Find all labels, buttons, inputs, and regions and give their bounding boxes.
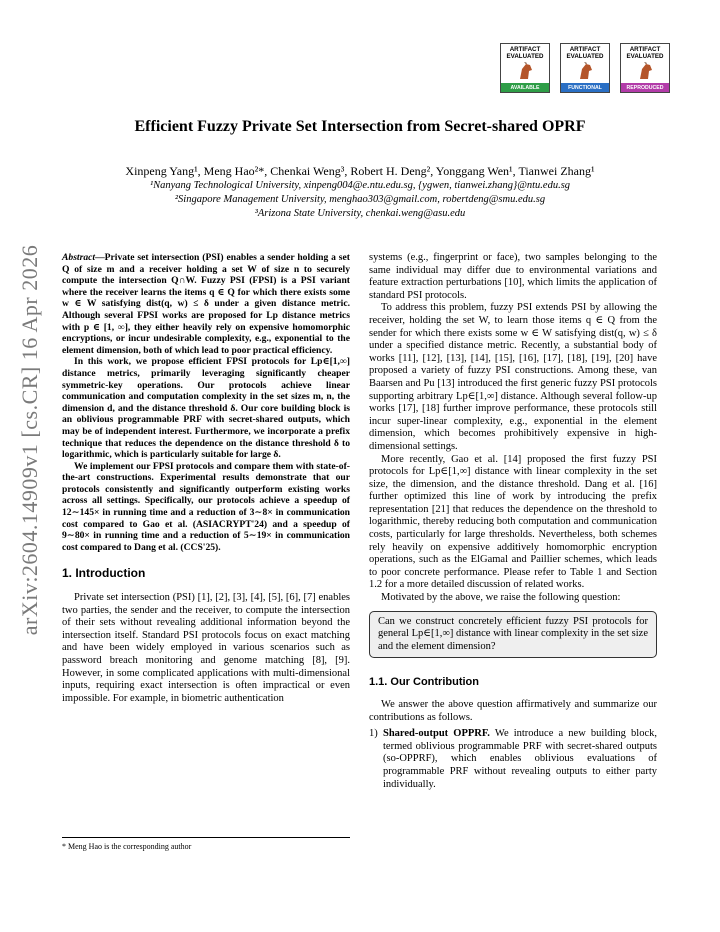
badge-tag: AVAILABLE bbox=[501, 83, 549, 92]
horse-logo-icon bbox=[634, 61, 656, 81]
contribution-item-1 bbox=[369, 728, 657, 791]
section-heading-introduction: 1. Introduction bbox=[62, 566, 146, 581]
badge-tag: FUNCTIONAL bbox=[561, 83, 609, 92]
intro-paragraph-4: Motivated by the above, we raise the following question: bbox=[381, 592, 621, 604]
affiliation-3: ³Arizona State University, chenkai.weng@asu.edu bbox=[254, 208, 466, 219]
affiliation-2: ²Singapore Management University, menghao303@gmail.com, robertdeng@smu.edu.sg bbox=[174, 194, 546, 205]
horse-logo-icon bbox=[574, 61, 596, 81]
horse-logo-icon bbox=[514, 61, 536, 81]
list-number: 1) bbox=[369, 728, 378, 740]
arxiv-identifier-text: arXiv:2604.14909v1 [cs.CR] 16 Apr 2026 bbox=[17, 244, 42, 636]
research-question-box: Can we construct concretely efficient fuzzy PSI protocols for general Lp∈[1,∞] distance with linear complexity in the set size and the element dimension? bbox=[369, 611, 657, 659]
paper-title: Efficient Fuzzy Private Set Intersection from Secret-shared OPRF bbox=[134, 118, 586, 135]
right-column bbox=[369, 252, 657, 791]
abstract-paragraph-1: Abstract—Private set intersection (PSI) enables a sender holding a set Q of size m and a receiver holding a set W of size n to securely compute the intersection Q∩W. Fuzzy PSI (FPSI) is a PSI variant where the receiver learns the items q ∈ Q for which there exists some w ∈ W satisfying dist(q, w) ≤ δ under a given distance metric. Although several FPSI works are proposed for Lp distance metrics with p ∈ [1, ∞], they either heavily rely on expensive homomorphic encryptions, or incur undesirable complexity, e.g., exponential to the element dimension, both of which lead to poor practical efficiency. bbox=[62, 252, 350, 356]
arxiv-identifier bbox=[10, 205, 50, 675]
list-item-text: Shared-output OPPRF. We introduce a new building block, termed oblivious programmable PRF with secret-shared outputs (so-OPPRF), which enables oblivious evaluations of programmable PRF without revealing outputs to either party individually. bbox=[383, 728, 657, 790]
left-column bbox=[62, 252, 350, 705]
subsection-heading-contribution: 1.1. Our Contribution bbox=[369, 676, 479, 689]
contribution-intro: We answer the above question affirmatively and summarize our contributions as follows. bbox=[369, 699, 657, 723]
abstract-paragraph-2: In this work, we propose efficient FPSI protocols for Lp∈[1,∞] distance metrics, primarily leveraging significantly cheaper symmetric-key operations. Our protocols achieve linear communication and computation complexity in the set sizes m, n, the dimension d, and the distance threshold δ. Our core building block is an oblivious programmable PRF with secret-shared outputs, which may be of independent interest. Furthermore, we incorporate a prefix technique that reduces the dependence on the distance threshold δ to logarithmic, which is particularly suitable for large δ. bbox=[62, 356, 350, 461]
badge-title: ARTIFACT EVALUATED bbox=[506, 46, 544, 60]
artifact-badge-available bbox=[500, 43, 550, 93]
artifact-badges bbox=[500, 43, 670, 93]
badge-title: ARTIFACT EVALUATED bbox=[626, 46, 664, 60]
author-list: Xinpeng Yang¹, Meng Hao²*, Chenkai Weng³, Robert H. Deng², Yonggang Wen¹, Tianwei Zhang¹ bbox=[125, 164, 595, 178]
intro-paragraph-2: To address this problem, fuzzy PSI extends PSI by allowing the receiver, holding the set W, to learn those items q ∈ Q from the sender for which there exists some w ∈ W satisfying dist(q, w) ≤ δ under a specified distance metric. Recently, a substantial body of works [11], [12], [13], [14], [15], [16], [17], [18], [19], [20] have proposed a variety of fuzzy PSI constructions. Among these, van Baarsen and Pu [13] introduced the first generic fuzzy PSI protocols supporting arbitrary Lp∈[1,∞] distance. Although several follow-up works [17], [18] further improve performance, these protocols still incur super-linear complexity, e.g., exponential in the element dimension, which becomes prohibitively expensive in high-dimensional settings. bbox=[369, 302, 657, 452]
affiliation-1: ¹Nanyang Technological University, xinpeng004@e.ntu.edu.sg, {ygwen, tianwei.zhang}@ntu.edu.sg bbox=[149, 180, 571, 191]
intro-paragraph-1: Private set intersection (PSI) [1], [2], [3], [4], [5], [6], [7] enables two parties, the sender and the receiver, to compute the intersection of their sets without revealing additional information beyond the intersection itself. Standard PSI protocols focus on exact matching and have been widely employed in various scenarios such as password breach monitoring and genome matching [8], [9]. However, in some complicated applications with multi-dimensional inputs, requiring exact intersection is often impractical or even impossible. For example, in biometric authentication bbox=[62, 592, 350, 704]
footnote: * Meng Hao is the corresponding author bbox=[62, 837, 350, 851]
artifact-badge-functional bbox=[560, 43, 610, 93]
artifact-badge-reproduced bbox=[620, 43, 670, 93]
intro-paragraph-continued: systems (e.g., fingerprint or face), two samples belonging to the same individual may differ due to environmental variations and feature extraction perturbations [10], which limits the application of standard PSI protocols. bbox=[369, 252, 657, 301]
abstract-paragraph-3: We implement our FPSI protocols and compare them with state-of-the-art constructions. Experimental results demonstrate that our protocols consistently and significantly outperform existing works across all settings. Specifically, our protocols achieve a speedup of 12∼145× in running time and a reduction of 3∼8× in communication cost compared to Gao et al. (ASIACRYPT'24) and a speedup of 9∼80× in running time and a reduction of 5∼19× in communication cost compared to Dang et al. (CCS'25). bbox=[62, 460, 350, 553]
badge-tag: REPRODUCED bbox=[621, 83, 669, 92]
intro-paragraph-3: More recently, Gao et al. [14] proposed the first fuzzy PSI protocols for Lp∈[1,∞] distance with linear complexity in the set size, the dimension, and the distance threshold. Dang et al. [16] further optimized this line of work by introducing the prefix representation [21] that reduces the dependence on the threshold to logarithmic, thereby reducing both computation and communication costs, particularly for large thresholds. Nevertheless, both schemes rely heavily on expensive additively homomorphic encryption operations, such as the ElGamal and Paillier schemes, which leads to poor concrete performance. Please refer to Table 1 and Section 1.2 for a more detailed discussion of related works. bbox=[369, 453, 657, 591]
badge-title: ARTIFACT EVALUATED bbox=[566, 46, 604, 60]
